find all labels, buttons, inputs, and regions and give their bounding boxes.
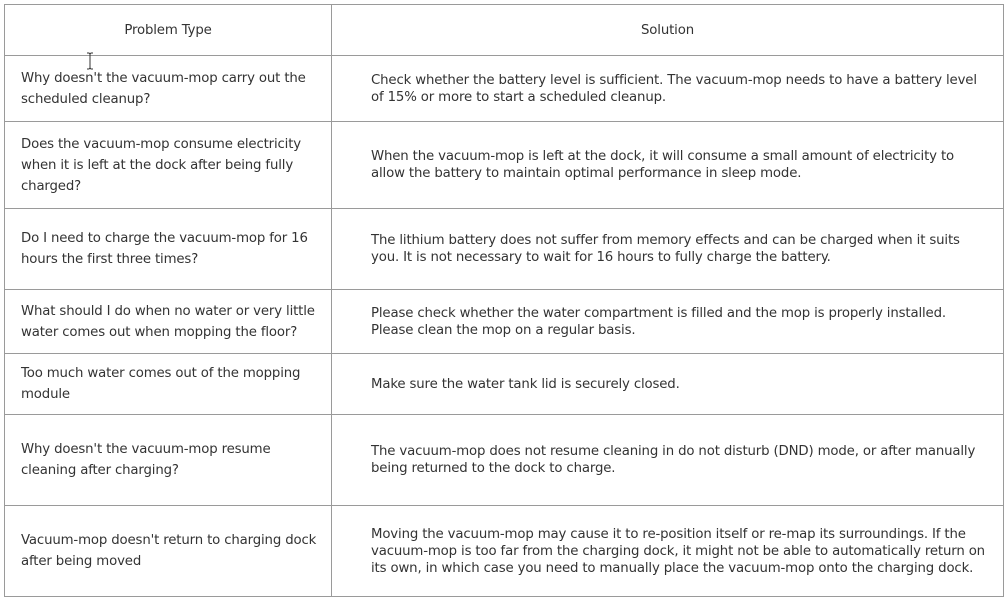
solution-cell: When the vacuum-mop is left at the dock, it will consume a small amount of electricity to allow the battery to maintain optimal performance in sleep mode. <box>332 122 1004 209</box>
problem-cell: What should I do when no water or very little water comes out when mopping the floor? <box>5 290 332 354</box>
problem-cell: Why doesn't the vacuum-mop resume cleaning after charging? <box>5 415 332 506</box>
solution-header: Solution <box>332 5 1004 56</box>
problem-cell: Vacuum-mop doesn't return to charging dock after being moved <box>5 506 332 597</box>
solution-cell: Make sure the water tank lid is securely closed. <box>332 354 1004 415</box>
table-row <box>5 56 1004 122</box>
table-row <box>5 415 1004 506</box>
solution-cell: The lithium battery does not suffer from memory effects and can be charged when it suits you. It is not necessary to wait for 16 hours to fully charge the battery. <box>332 209 1004 290</box>
faq-table <box>4 4 1004 597</box>
solution-cell: Moving the vacuum-mop may cause it to re-position itself or re-map its surroundings. If the vacuum-mop is too far from the charging dock, it might not be able to automatically return on its own, in which case you need to manually place the vacuum-mop onto the charging dock. <box>332 506 1004 597</box>
table-row <box>5 122 1004 209</box>
problem-type-header: Problem Type <box>5 5 332 56</box>
table-row <box>5 506 1004 597</box>
table-row <box>5 290 1004 354</box>
solution-cell: Please check whether the water compartment is filled and the mop is properly installed. Please clean the mop on a regular basis. <box>332 290 1004 354</box>
solution-cell: The vacuum-mop does not resume cleaning in do not disturb (DND) mode, or after manually being returned to the dock to charge. <box>332 415 1004 506</box>
table-row <box>5 209 1004 290</box>
problem-cell: Do I need to charge the vacuum-mop for 16 hours the first three times? <box>5 209 332 290</box>
header-row <box>5 5 1004 56</box>
problem-cell: Too much water comes out of the mopping module <box>5 354 332 415</box>
table-row <box>5 354 1004 415</box>
problem-cell: Does the vacuum-mop consume electricity when it is left at the dock after being fully charged? <box>5 122 332 209</box>
problem-cell: Why doesn't the vacuum-mop carry out the scheduled cleanup? <box>5 56 332 122</box>
solution-cell: Check whether the battery level is sufficient. The vacuum-mop needs to have a battery level of 15% or more to start a scheduled cleanup. <box>332 56 1004 122</box>
